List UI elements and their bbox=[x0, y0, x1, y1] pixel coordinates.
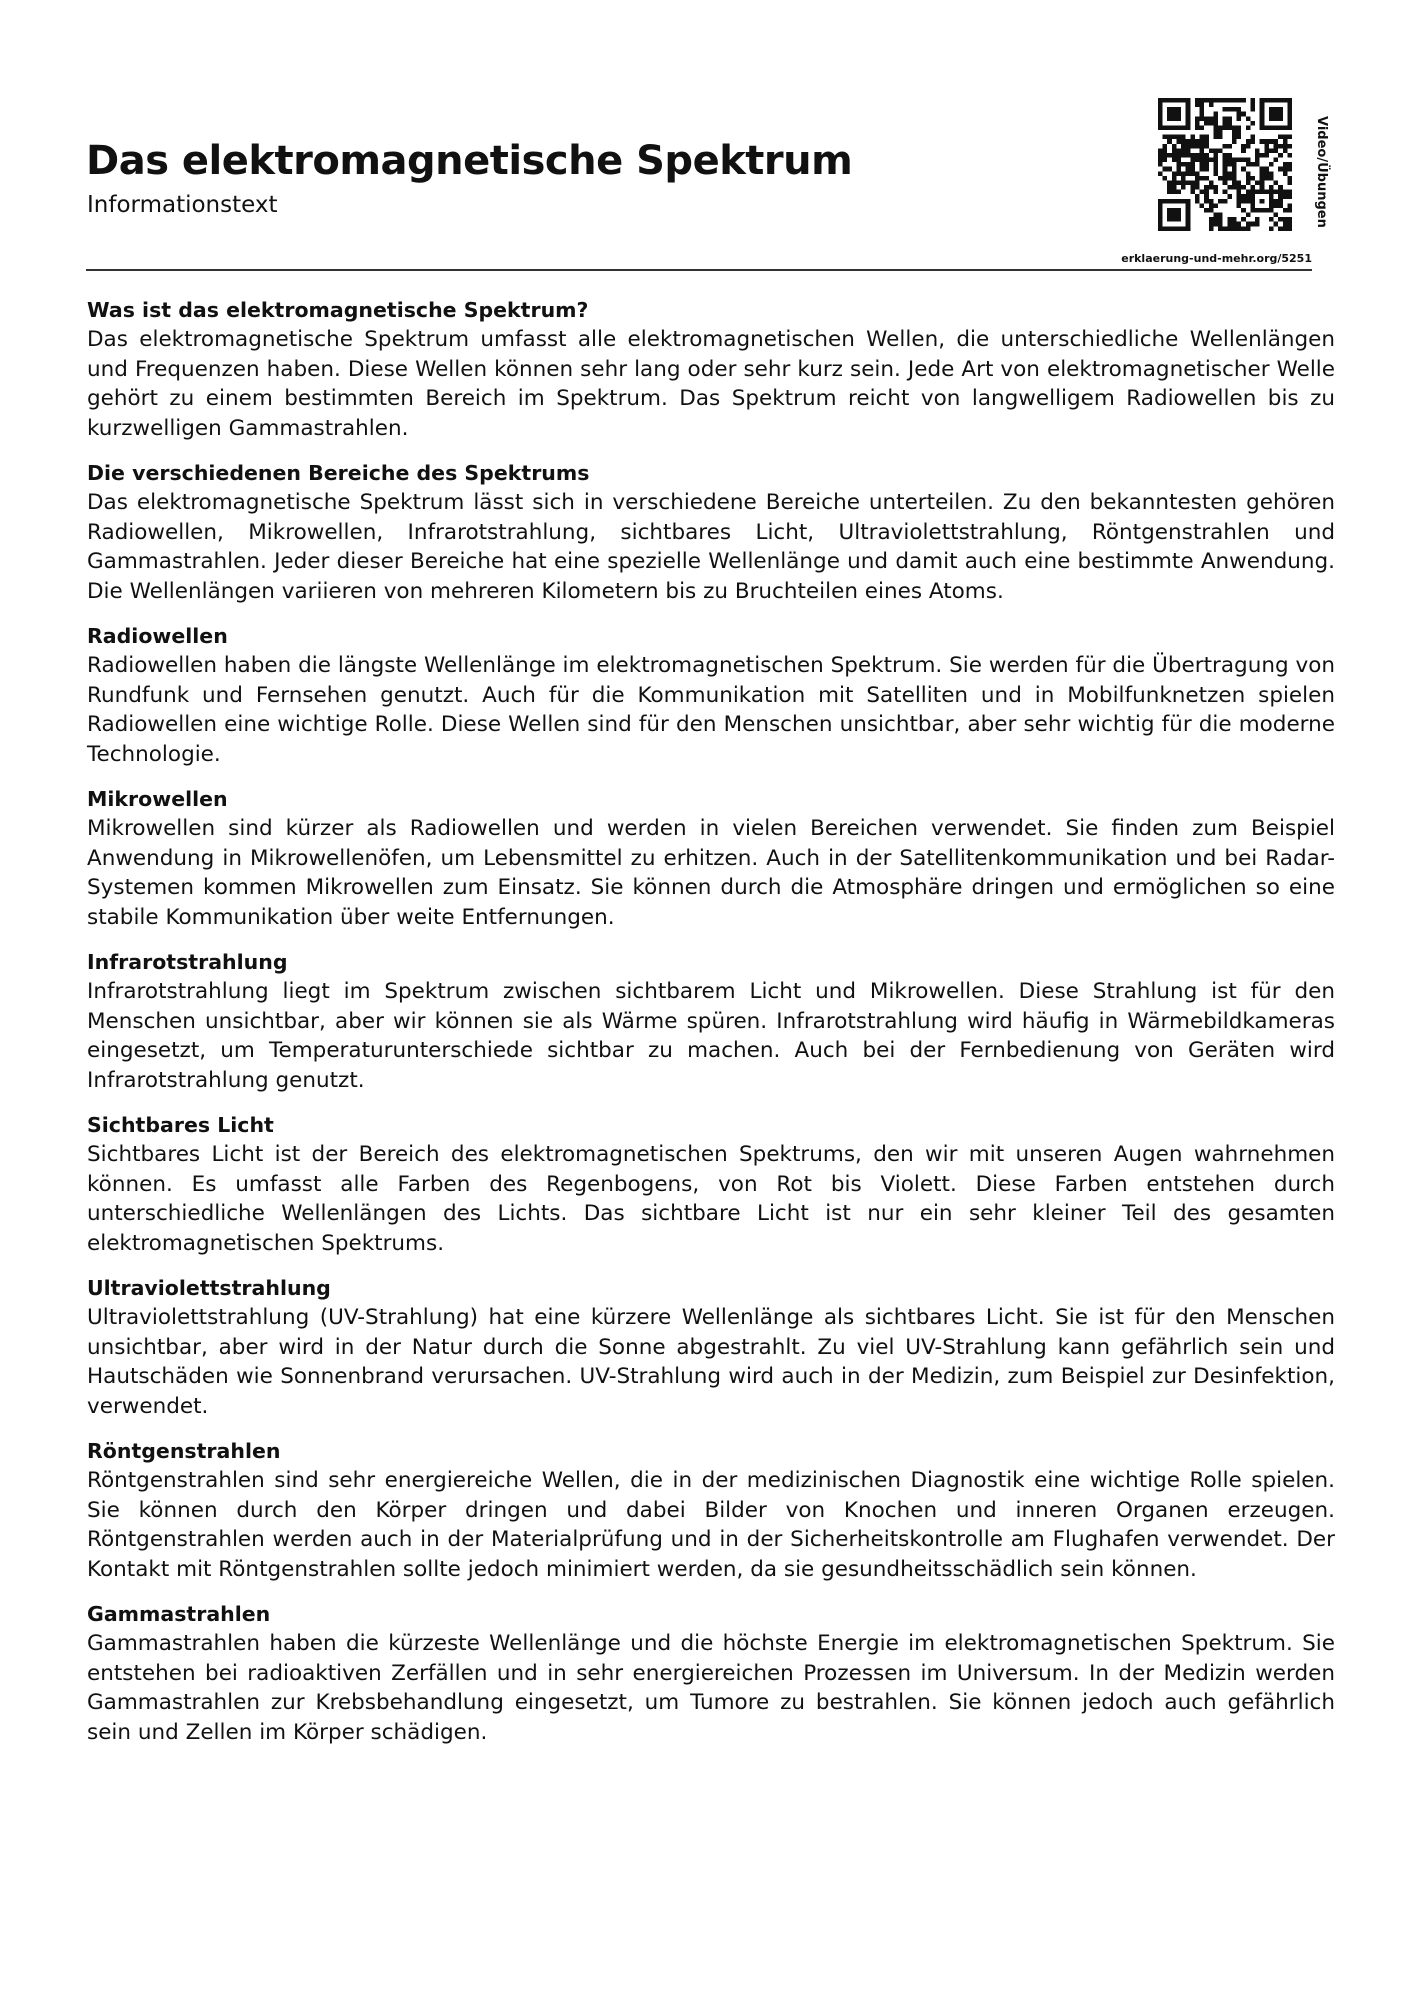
section-heading: Was ist das elektromagnetische Spektrum? bbox=[87, 298, 589, 322]
section-what-is bbox=[87, 296, 1335, 443]
section-text: Mikrowellen sind kürzer als Radiowellen und werden in vielen Bereichen verwendet. Sie finden zum Beispiel Anwendung in Mikrowellenöfen, um Lebensmittel zu erhitzen. Auch in der Satellitenkommunikation und bei Radar-Systemen kommen Mikrowellen zum Einsatz. Sie können durch die Atmosphäre dringen und ermöglichen so eine stabile Kommunikation über weite Entfernungen. bbox=[87, 816, 1335, 930]
section-text: Sichtbares Licht ist der Bereich des elektromagnetischen Spektrums, den wir mit unseren Augen wahrnehmen können. Es umfasst alle Farben des Regenbogens, von Rot bis Violett. Diese Farben entstehen durch unterschiedliche Wellenlängen des Lichts. Das sichtbare Licht ist nur ein sehr kleiner Teil des gesamten elektromagnetischen Spektrums. bbox=[87, 1142, 1335, 1256]
section-heading: Die verschiedenen Bereiche des Spektrums bbox=[87, 461, 590, 485]
section-heading: Röntgenstrahlen bbox=[87, 1439, 281, 1463]
section-heading: Mikrowellen bbox=[87, 787, 228, 811]
qr-code-icon[interactable] bbox=[1158, 98, 1292, 240]
section-text: Das elektromagnetische Spektrum umfasst alle elektromagnetischen Wellen, die unterschiedliche Wellenlängen und Frequenzen haben. Diese Wellen können sehr lang oder sehr kurz sein. Jede Art von elektromagnetischer Welle gehört zu einem bestimmten Bereich im Spektrum. Das Spektrum reicht von langwelligem Radiowellen bis zu kurzwelligen Gammastrahlen. bbox=[87, 327, 1335, 441]
section-text: Ultraviolettstrahlung (UV-Strahlung) hat eine kürzere Wellenlänge als sichtbares Licht. Sie ist für den Menschen unsichtbar, aber wird in der Natur durch die Sonne abgestrahlt. Zu viel UV-Strahlung kann gefährlich sein und Hautschäden wie Sonnenbrand verursachen. UV-Strahlung wird auch in der Medizin, zum Beispiel zur Desinfektion, verwendet. bbox=[87, 1305, 1335, 1419]
video-exercises-label: Video/Übungen bbox=[1314, 116, 1329, 228]
section-ranges bbox=[87, 459, 1335, 606]
section-heading: Sichtbares Licht bbox=[87, 1113, 274, 1137]
section-text: Gammastrahlen haben die kürzeste Wellenlänge und die höchste Energie im elektromagnetischen Spektrum. Sie entstehen bei radioaktiven Zerfällen und in sehr energiereichen Prozessen im Universum. In der Medizin werden Gammastrahlen zur Krebsbehandlung eingesetzt, um Tumore zu bestrahlen. Sie können jedoch auch gefährlich sein und Zellen im Körper schädigen. bbox=[87, 1631, 1335, 1745]
section-text: Infrarotstrahlung liegt im Spektrum zwischen sichtbarem Licht und Mikrowellen. Diese Strahlung ist für den Menschen unsichtbar, aber wir können sie als Wärme spüren. Infrarotstrahlung wird häufig in Wärmebildkameras eingesetzt, um Temperaturunterschiede sichtbar zu machen. Auch bei der Fernbedienung von Geräten wird Infrarotstrahlung genutzt. bbox=[87, 979, 1335, 1093]
section-radio-waves bbox=[87, 622, 1335, 769]
section-ultraviolet bbox=[87, 1274, 1335, 1421]
section-text: Das elektromagnetische Spektrum lässt sich in verschiedene Bereiche unterteilen. Zu den bekanntesten gehören Radiowellen, Mikrowellen, Infrarotstrahlung, sichtbares Licht, Ultraviolettstrahlung, Röntgenstrahlen und Gammastrahlen. Jeder dieser Bereiche hat eine spezielle Wellenlänge und damit auch eine bestimmte Anwendung. Die Wellenlängen variieren von mehreren Kilometern bis zu Bruchteilen eines Atoms. bbox=[87, 490, 1335, 604]
page-title: Das elektromagnetische Spektrum bbox=[86, 138, 853, 184]
section-heading: Gammastrahlen bbox=[87, 1602, 271, 1626]
section-gamma-rays bbox=[87, 1600, 1335, 1747]
section-infrared bbox=[87, 948, 1335, 1095]
text-body bbox=[87, 296, 1335, 1763]
section-visible-light bbox=[87, 1111, 1335, 1258]
section-heading: Radiowellen bbox=[87, 624, 228, 648]
section-heading: Ultraviolettstrahlung bbox=[87, 1276, 331, 1300]
source-url[interactable]: erklaerung-und-mehr.org/5251 bbox=[1121, 252, 1312, 265]
section-microwaves bbox=[87, 785, 1335, 932]
page-subtitle: Informationstext bbox=[87, 192, 278, 218]
section-text: Radiowellen haben die längste Wellenlänge im elektromagnetischen Spektrum. Sie werden für die Übertragung von Rundfunk und Fernsehen genutzt. Auch für die Kommunikation mit Satelliten und in Mobilfunknetzen spielen Radiowellen eine wichtige Rolle. Diese Wellen sind für den Menschen unsichtbar, aber sehr wichtig für die moderne Technologie. bbox=[87, 653, 1335, 767]
section-xrays bbox=[87, 1437, 1335, 1584]
section-text: Röntgenstrahlen sind sehr energiereiche Wellen, die in der medizinischen Diagnostik eine wichtige Rolle spielen. Sie können durch den Körper dringen und dabei Bilder von Knochen und inneren Organen erzeugen. Röntgenstrahlen werden auch in der Materialprüfung und in der Sicherheitskontrolle am Flughafen verwendet. Der Kontakt mit Röntgenstrahlen sollte jedoch minimiert werden, da sie gesundheitsschädlich sein können. bbox=[87, 1468, 1335, 1582]
header-divider bbox=[86, 269, 1312, 271]
section-heading: Infrarotstrahlung bbox=[87, 950, 288, 974]
